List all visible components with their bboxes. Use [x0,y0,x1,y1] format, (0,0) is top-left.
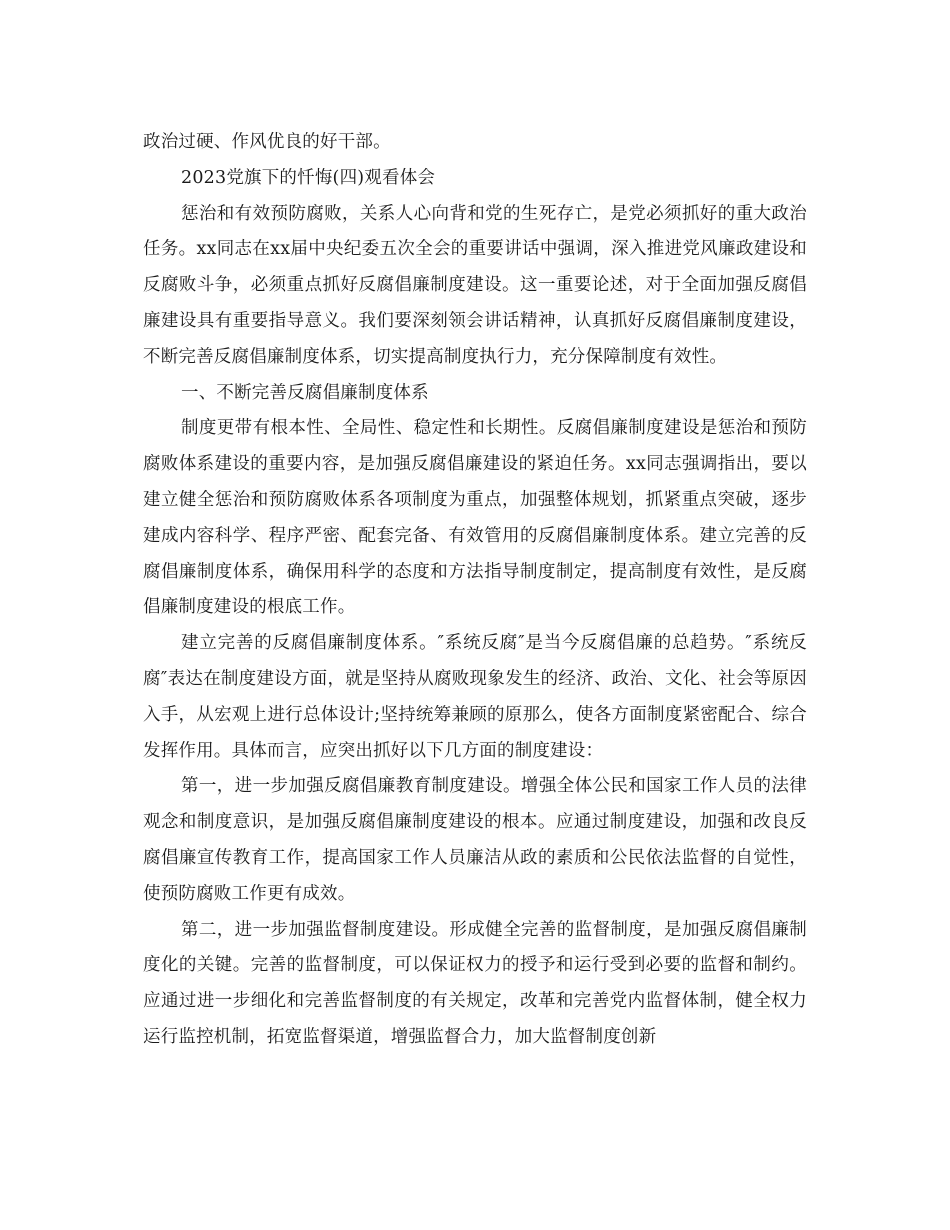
paragraph-second-point: 第二，进一步加强监督制度建设。形成健全完善的监督制度，是加强反腐倡廉制度化的关键。完善的监督制度，可以保证权力的授予和运行受到必要的监督和制约。应通过进一步细化和完善监督制度的有关规定，改革和完善党内监督体制，健全权力运行监控机制，拓宽监督渠道，增强监督合力，加大监督制度创新 [143,919,807,1047]
document-body [143,125,807,1056]
heading-part-one: 一、不断完善反腐倡廉制度体系 [181,382,429,403]
paragraph-intro: 惩治和有效预防腐败，关系人心向背和党的生死存亡，是党必须抓好的重大政治任务。xx同志在xx届中央纪委五次全会的重要讲话中强调，深入推进党风廉政建设和反腐败斗争，必须重点抓好反腐倡廉制度建设。这一重要论述，对于全面加强反腐倡廉建设具有重要指导意义。我们要深刻领会讲话精神，认真抓好反腐倡廉制度建设，不断完善反腐倡廉制度体系，切实提高制度执行力，充分保障制度有效性。 [143,203,807,367]
paragraph-closing-line: 政治过硬、作风优良的好干部。 [143,132,391,152]
paragraph-system-anticorruption: 建立完善的反腐倡廉制度体系。″系统反腐″是当今反腐倡廉的总趋势。″系统反腐″表达在制度建设方面，就是坚持从腐败现象发生的经济、政治、文化、社会等原因入手，从宏观上进行总体设计;坚持统筹兼顾的原那么，使各方面制度紧密配合、综合发挥作用。具体而言，应突出抓好以下几方面的制度建设： [143,633,807,761]
section-title: 2023党旗下的忏悔(四)观看体会 [181,167,436,188]
paragraph-first-point: 第一，进一步加强反腐倡廉教育制度建设。增强全体公民和国家工作人员的法律观念和制度意识，是加强反腐倡廉制度建设的根本。应通过制度建设，加强和改良反腐倡廉宣传教育工作，提高国家工作人员廉洁从政的素质和公民依法监督的自觉性，使预防腐败工作更有成效。 [143,776,807,904]
paragraph-system: 制度更带有根本性、全局性、稳定性和长期性。反腐倡廉制度建设是惩治和预防腐败体系建设的重要内容，是加强反腐倡廉建设的紧迫任务。xx同志强调指出，要以建立健全惩治和预防腐败体系各项制度为重点，加强整体规划，抓紧重点突破，逐步建成内容科学、程序严密、配套完备、有效管用的反腐倡廉制度体系。建立完善的反腐倡廉制度体系，确保用科学的态度和方法指导制度制定，提高制度有效性，是反腐倡廉制度建设的根底工作。 [143,418,807,618]
